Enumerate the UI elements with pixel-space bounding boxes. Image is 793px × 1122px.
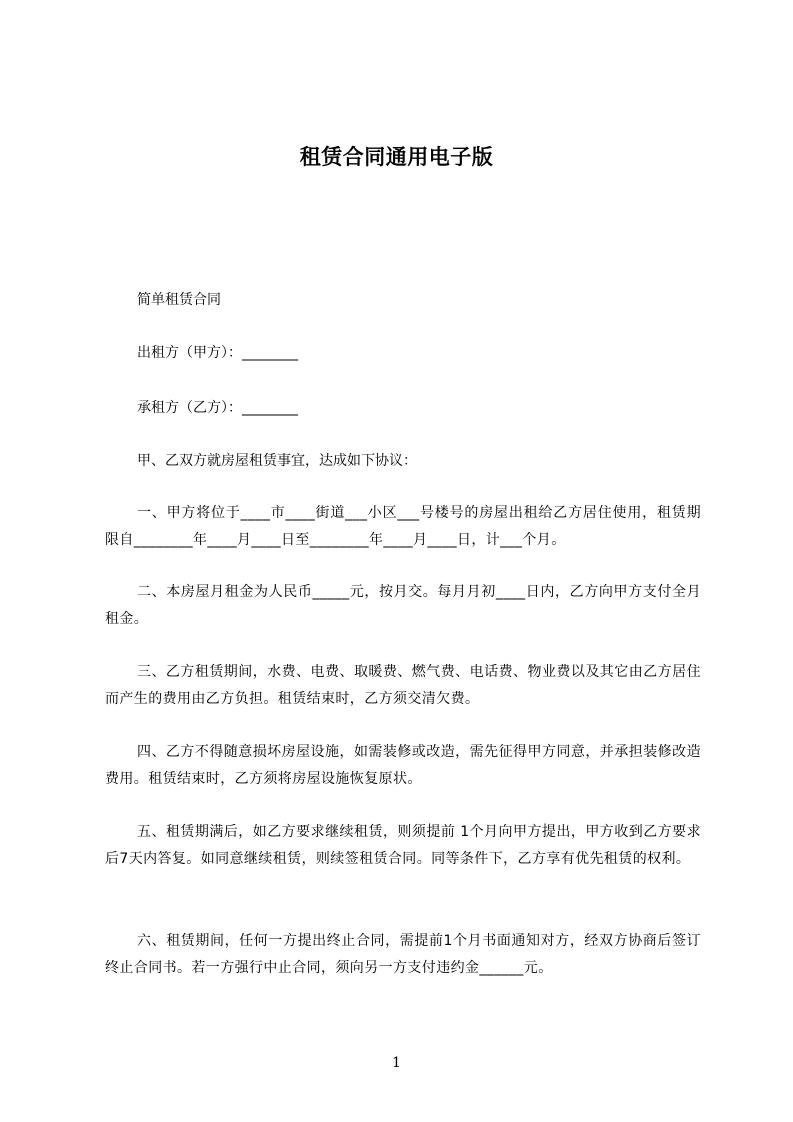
clause-3: 三、乙方租赁期间，水费、电费、取暖费、燃气费、电话费、物业费以及其它由乙方居住而产生的费用由乙方负担。租赁结束时，乙方须交清欠费。 [105,664,701,707]
clause-1: 一、甲方将位于____市____街道___小区___号楼号的房屋出租给乙方居住使用，租赁期限自________年____月____日至________年____月____日，计___个月。 [105,505,701,548]
contract-subtitle: 简单租赁合同 [137,292,221,308]
clause-5: 五、租赁期满后，如乙方要求继续租赁，则须提前 1个月向甲方提出，甲方收到乙方要求后7天内答复。如同意继续租赁，则续签租赁合同。同等条件下，乙方享有优先租赁的权利。 [105,824,701,867]
clause-4: 四、乙方不得随意损坏房屋设施，如需装修或改造，需先征得甲方同意，并承担装修改造费用。租赁结束时，乙方须将房屋设施恢复原状。 [105,744,701,787]
clause-2: 二、本房屋月租金为人民币_____元，按月交。每月月初____日内，乙方向甲方支付全月租金。 [105,584,701,627]
page-number: 1 [392,1055,401,1071]
document-title: 租赁合同通用电子版 [299,145,494,169]
lessor-line: 出租方（甲方）：________ [137,345,298,361]
lessee-line: 承租方（乙方）：________ [137,400,298,416]
clause-6: 六、租赁期间，任何一方提出终止合同，需提前1个月书面通知对方，经双方协商后签订终止合同书。若一方强行中止合同，须向另一方支付违约金______元。 [105,933,701,976]
intro-line: 甲、乙双方就房屋租赁事宜，达成如下协议： [137,453,417,469]
